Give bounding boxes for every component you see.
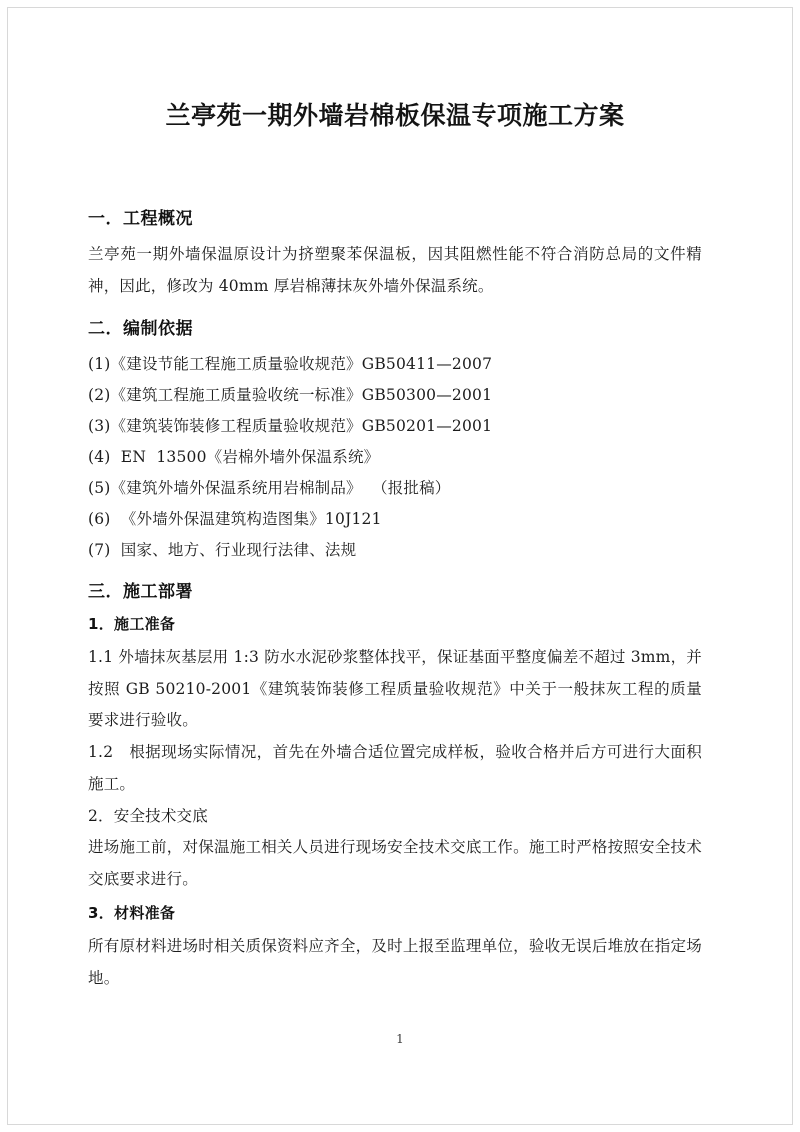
document-content <box>88 0 702 995</box>
list-item: (2)《建筑工程施工质量验收统一标准》GB50300—2001 <box>88 386 493 405</box>
section-heading-overview: 一．工程概况 <box>88 208 193 229</box>
list-item: (3)《建筑装饰装修工程质量验收规范》GB50201—2001 <box>88 417 493 436</box>
reference-list <box>88 349 702 566</box>
page-number: 1 <box>396 1032 404 1046</box>
title-spacer <box>88 133 702 207</box>
section-heading-deployment: 三．施工部署 <box>88 582 193 603</box>
subsection-heading-material-preparation: 3．材料准备 <box>88 903 176 922</box>
list-item: (4) EN 13500《岩棉外墙外保温系统》 <box>88 448 380 467</box>
subsection-heading-safety-disclosure: 2．安全技术交底 <box>88 806 208 825</box>
paragraph-safety-disclosure: 进场施工前，对保温施工相关人员进行现场安全技术交底工作。施工时严格按照安全技术交底要求进行。 <box>88 838 702 889</box>
paragraph-item-1-2: 1.2 根据现场实际情况，首先在外墙合适位置完成样板，验收合格并后方可进行大面积施工。 <box>88 743 702 793</box>
spacer <box>88 566 702 580</box>
list-item: (1)《建设节能工程施工质量验收规范》GB50411—2007 <box>88 355 493 374</box>
paragraph-item-1-1: 1.1 外墙抹灰基层用 1:3 防水水泥砂浆整体找平，保证基面平整度偏差不超过 3mm，并按照 GB 50210-2001《建筑装饰装修工程质量验收规范》中关于一般抹灰工程的质量要求进行验收。 <box>88 647 702 730</box>
section-overview-paragraph: 兰亭苑一期外墙保温原设计为挤塑聚苯保温板，因其阻燃性能不符合消防总局的文件精神，因此，修改为 40mm 厚岩棉薄抹灰外墙外保温系统。 <box>88 245 702 295</box>
list-item: (5)《建筑外墙外保温系统用岩棉制品》 （报批稿） <box>88 479 451 498</box>
subsection-heading-preparation: 1．施工准备 <box>88 614 176 633</box>
list-item: (6) 《外墙外保温建筑构造图集》10J121 <box>88 510 382 529</box>
page-title: 兰亭苑一期外墙岩棉板保温专项施工方案 <box>165 101 625 130</box>
section-heading-basis: 二．编制依据 <box>88 318 193 339</box>
list-item: (7) 国家、地方、行业现行法律、法规 <box>88 541 357 560</box>
paragraph-material-preparation: 所有原材料进场时相关质保资料应齐全，及时上报至监理单位，验收无误后堆放在指定场地。 <box>88 937 702 987</box>
spacer <box>88 303 702 317</box>
